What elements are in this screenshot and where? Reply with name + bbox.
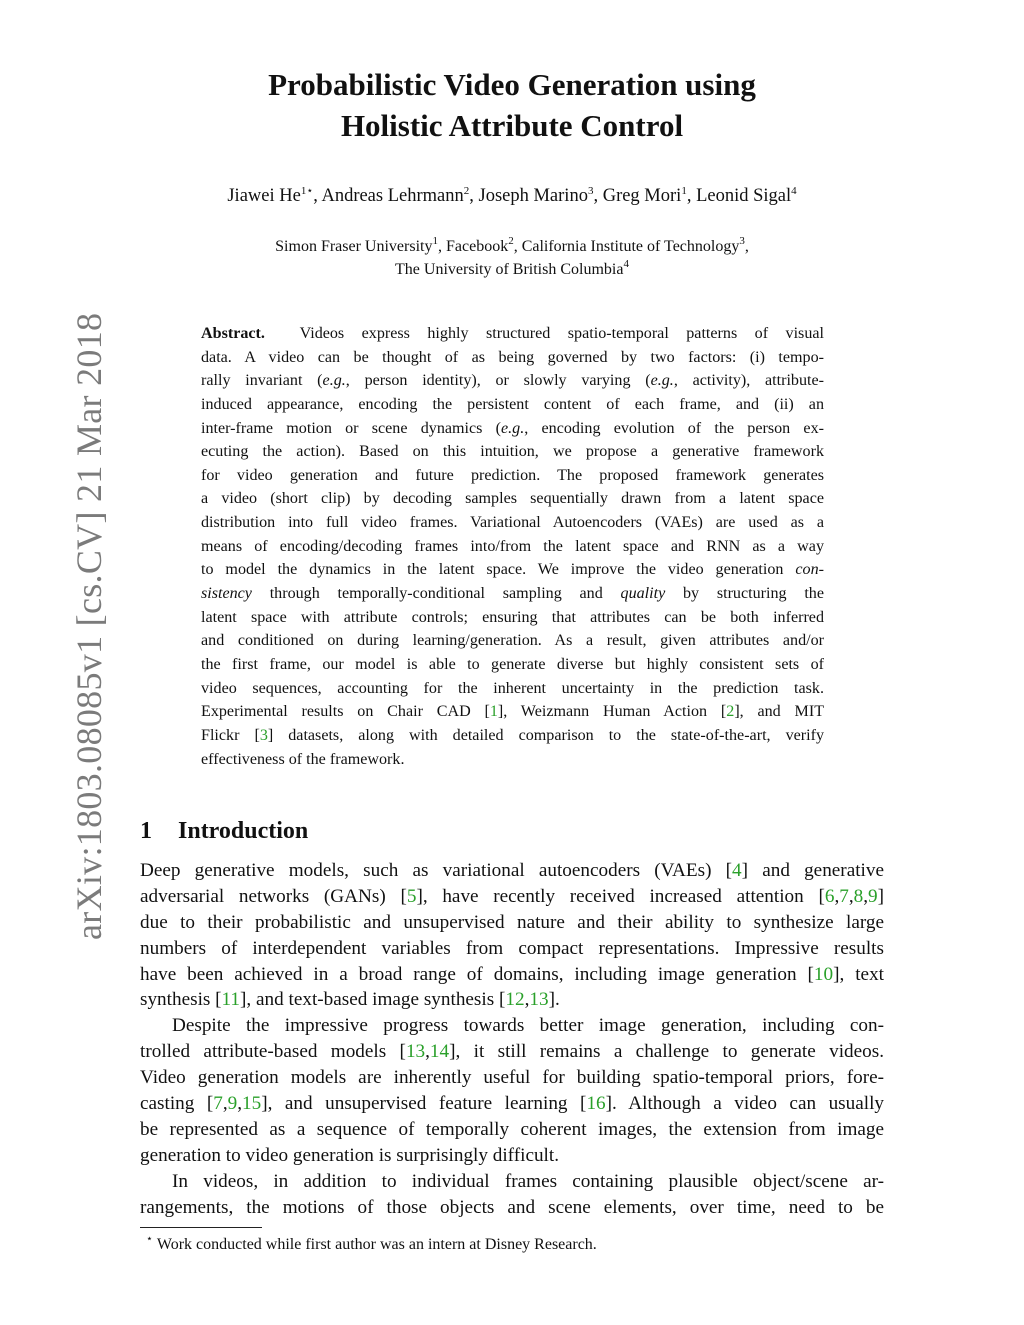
body-text: ], and unsupervised feature learning [ — [261, 1093, 587, 1115]
abstract-line: means of encoding/decoding frames into/from the latent space and RNN as a way — [201, 537, 824, 555]
citation-link[interactable]: 7 — [213, 1093, 223, 1115]
abstract-line — [201, 322, 824, 346]
citation-link[interactable]: 6 — [824, 885, 835, 907]
abstract-text: , activity), attribute- — [673, 372, 824, 390]
affiliation-sup: 2 — [508, 235, 514, 247]
affiliation-line-1: Simon Fraser University$^1$, Facebook$^2$, California Institute of Technology$^3$, — [275, 235, 749, 255]
body-line: due to their probabilistic and unsupervised nature and their ability to synthesize large — [140, 911, 884, 933]
citation-link[interactable]: 9 — [868, 885, 878, 907]
footnote-rule — [140, 1227, 262, 1228]
author-sep: , — [313, 186, 322, 206]
affiliation-sfu: Simon Fraser University — [275, 238, 433, 255]
abstract-eg: e.g. — [322, 372, 346, 390]
affiliation-ubc: The University of British Columbia — [395, 261, 624, 278]
author-sep: , — [593, 186, 603, 206]
abstract-label: Abstract. — [201, 325, 265, 342]
body-line: rangements, the motions of those objects and scene elements, over time, need to be — [140, 1196, 884, 1218]
arxiv-watermark: arXiv:1803.08085v1 [cs.CV] 21 Mar 2018 — [69, 312, 109, 940]
body-text: ]. Although a video can usually — [605, 1093, 884, 1115]
intro-body — [140, 858, 884, 1220]
citation-link[interactable]: 9 — [227, 1093, 238, 1115]
abstract-emph: quality — [620, 585, 666, 603]
author-sup: 1 — [681, 185, 687, 197]
body-text: ]. — [548, 989, 560, 1011]
abstract-line — [201, 724, 824, 748]
abstract-text: rally invariant ( — [201, 372, 323, 390]
citation-link[interactable]: 2 — [726, 703, 735, 721]
author-sep: , — [469, 186, 479, 206]
abstract-line: latent space with attribute controls; ensuring that attributes can be both inferred — [201, 608, 824, 626]
body-text: ] — [877, 885, 884, 907]
citation-link[interactable]: 4 — [732, 860, 742, 881]
abstract-text: to model the dynamics in the latent space. We improve the video generation — [201, 561, 796, 579]
abstract-line: induced appearance, encoding the persistent content of each frame, and (ii) an — [201, 395, 824, 413]
author-name: Jiawei He — [227, 186, 301, 206]
abstract-eg: e.g. — [650, 372, 674, 390]
affiliations — [0, 235, 1024, 281]
abstract-line — [201, 417, 824, 441]
section-title: Introduction — [178, 818, 309, 844]
citation-link[interactable]: 3 — [259, 726, 268, 744]
body-text: casting [ — [140, 1093, 214, 1115]
abstract-emph: con- — [795, 561, 824, 579]
abstract-line: video sequences, accounting for the inherent uncertainty in the prediction task. — [201, 679, 824, 697]
footnote — [146, 1233, 597, 1254]
citation-link[interactable]: 5 — [406, 885, 417, 907]
author-sup: 2 — [463, 185, 470, 197]
body-text: synthesis [ — [140, 989, 222, 1011]
body-text: Deep generative models, such as variational autoencoders (VAEs) [ — [140, 860, 733, 881]
citation-link[interactable]: 13 — [405, 1041, 426, 1063]
body-line: Video generation models are inherently useful for building spatio-temporal priors, fore- — [140, 1067, 884, 1089]
abstract-text: Flickr [ — [201, 726, 260, 744]
author-name: Joseph Marino — [478, 186, 588, 206]
author-name: Andreas Lehrmann — [321, 186, 464, 206]
body-line: generation to video generation is surprisingly difficult. — [140, 1144, 560, 1166]
affiliation-sup: 1 — [432, 235, 438, 247]
abstract-line: ecuting the action). Based on this intuition, we propose a generative framework — [201, 443, 824, 461]
abstract-text: , encoding evolution of the person ex- — [524, 419, 824, 437]
body-line: trolled attribute-based models [13,14], it still remains a challenge to generate videos. — [140, 1041, 884, 1063]
abstract-text: inter-frame motion or scene dynamics ( — [201, 419, 501, 437]
paper-title — [0, 64, 1024, 146]
abstract-line — [201, 558, 824, 582]
author-list — [0, 186, 1024, 207]
abstract-line: data. A video can be thought of as being governed by two factors: (i) tempo- — [201, 348, 824, 366]
abstract-text: ], and MIT — [734, 703, 825, 721]
abstract-emph: sistency — [201, 585, 252, 603]
section-number: 1 — [140, 818, 152, 844]
abstract-text: ], Weizmann Human Action [ — [497, 703, 727, 721]
abstract-line — [201, 700, 824, 724]
abstract-text: Videos express highly structured spatio-temporal patterns of visual — [299, 325, 824, 342]
author-sep: , — [686, 186, 697, 206]
abstract — [201, 322, 824, 771]
title-line-2: Holistic Attribute Control — [340, 108, 684, 143]
abstract-line: effectiveness of the framework. — [201, 750, 405, 768]
abstract-eg: e.g. — [501, 419, 525, 437]
body-text: adversarial networks (GANs) [ — [140, 885, 407, 907]
author-sup: 1⋆ — [300, 185, 314, 197]
abstract-text: ] datasets, along with detailed comparison to the state-of-the-art, verify — [267, 726, 825, 744]
author-name: Greg Mori — [602, 186, 682, 206]
abstract-line: the first frame, our model is able to generate diverse but highly consistent sets of — [201, 655, 824, 673]
body-text: ] and generative — [741, 860, 884, 881]
citation-link[interactable]: 11 — [221, 989, 241, 1011]
affiliation-facebook: Facebook — [445, 238, 509, 255]
abstract-line: a video (short clip) by decoding samples sequentially drawn from a latent space — [201, 490, 824, 508]
citation-link[interactable]: 12 — [505, 989, 525, 1011]
body-text: ], text — [833, 963, 884, 985]
abstract-line — [201, 582, 824, 606]
body-line: Despite the impressive progress towards better image generation, including con- — [172, 1015, 884, 1037]
affiliation-sup: 4 — [623, 258, 629, 270]
citation-link[interactable]: 15 — [242, 1093, 262, 1115]
body-text: ], and text-based image synthesis [ — [240, 989, 506, 1011]
affiliation-line-2 — [0, 258, 1024, 281]
body-text: ], it still remains a challenge to generate videos. — [449, 1041, 884, 1063]
citation-link[interactable]: 7 — [839, 885, 849, 907]
title-line-1: Probabilistic Video Generation using — [268, 67, 756, 102]
body-line: casting [7,9,15], and unsupervised feature learning [16]. Although a video can usually — [140, 1093, 884, 1115]
body-line: numbers of interdependent variables from compact representations. Impressive results — [140, 937, 884, 959]
abstract-text: through temporally-conditional sampling and — [251, 585, 621, 603]
body-text: have been achieved in a broad range of domains, including image generation [ — [140, 963, 814, 985]
footnote-text: Work conducted while first author was an intern at Disney Research. — [156, 1236, 597, 1253]
author-sup: 4 — [791, 185, 797, 197]
abstract-line: for video generation and future prediction. The proposed framework generates — [201, 466, 824, 484]
author-name: Leonid Sigal — [696, 186, 792, 206]
affiliation-sup: 3 — [739, 235, 745, 247]
citation-link[interactable]: 16 — [586, 1093, 606, 1115]
citation-link[interactable]: 10 — [813, 963, 834, 985]
abstract-text: Experimental results on Chair CAD [ — [201, 703, 490, 721]
body-line — [140, 858, 884, 884]
citation-link[interactable]: 13 — [529, 989, 549, 1011]
citation-link[interactable]: 1 — [489, 703, 498, 721]
body-line: be represented as a sequence of temporally coherent images, the extension from image — [140, 1118, 884, 1140]
abstract-text: , person identity), or slowly varying ( — [345, 372, 651, 390]
body-text: ], have recently received increased attention [ — [416, 885, 825, 907]
citation-link[interactable]: 14 — [429, 1041, 450, 1063]
body-line — [140, 962, 884, 988]
footnote-mark: ⋆ — [146, 1233, 153, 1245]
section-heading — [140, 818, 308, 845]
citation-link[interactable]: 8 — [853, 885, 864, 907]
abstract-line: distribution into full video frames. Variational Autoencoders (VAEs) are used as a — [201, 514, 824, 532]
abstract-line — [201, 369, 824, 393]
abstract-text: by structuring the — [665, 585, 824, 603]
abstract-line: and conditioned on during learning/generation. As a result, given attributes and/or — [201, 632, 824, 650]
author-sup: 3 — [587, 185, 594, 197]
body-line: In videos, in addition to individual frames containing plausible object/scene ar- — [172, 1170, 884, 1192]
body-text: trolled attribute-based models [ — [140, 1041, 406, 1063]
affiliation-caltech: California Institute of Technology — [521, 238, 740, 255]
body-line: adversarial networks (GANs) [5], have recently received increased attention [6,7,8,9] — [140, 885, 884, 907]
body-line: synthesis [11], and text-based image synthesis [12,13]. — [140, 989, 560, 1011]
